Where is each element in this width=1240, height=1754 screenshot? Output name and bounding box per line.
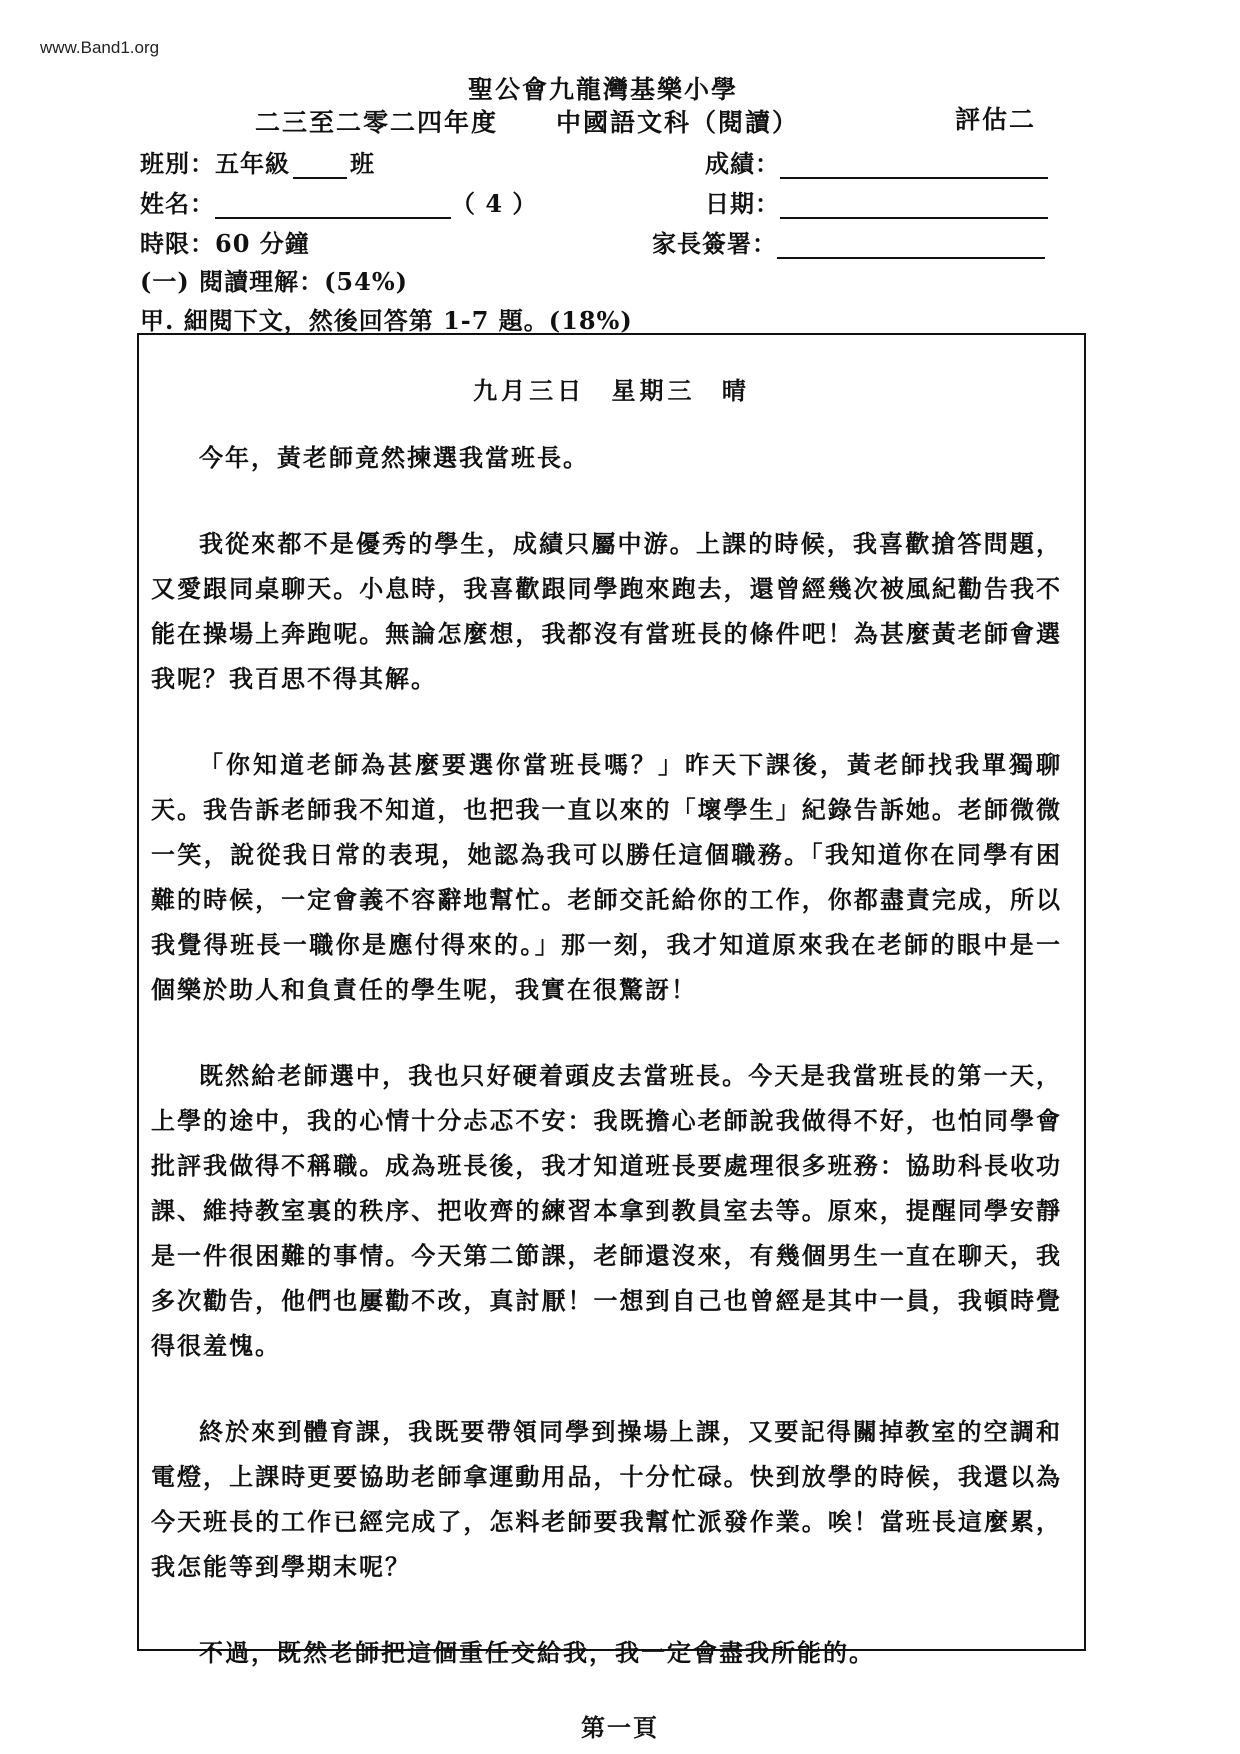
page-number: 第一頁 <box>581 1713 659 1742</box>
passage-paragraph: 「你知道老師為甚麼要選你當班長嗎？」昨天下課後，黃老師找我單獨聊天。我告訴老師我不知道，也把我一直以來的「壞學生」紀錄告訴她。老師微微一笑，說從我日常的表現，她認為我可以勝任這個職務。「我知道你在同學有困難的時候，一定會義不容辭地幫忙。老師交託給你的工作，你都盡責完成，所以我覺得班長一職你是應付得來的。」那一刻，我才知道原來我在老師的眼中是一個樂於助人和負責任的學生呢，我實在很驚訝！ <box>151 750 1062 1004</box>
date-label: 日期： <box>705 189 780 218</box>
name-label: 姓名： <box>140 189 215 218</box>
date-blank[interactable] <box>780 195 1048 219</box>
section-title: (一) 閱讀理解：(54%) <box>140 267 408 296</box>
passage-body <box>151 435 1062 1716</box>
passage-paragraph: 今年，黃老師竟然揀選我當班長。 <box>199 443 589 472</box>
parent-signature-label: 家長簽署： <box>652 229 777 258</box>
section-instruction: 甲. 細閱下文，然後回答第 1-7 題。(18%) <box>140 306 633 335</box>
passage-paragraph: 既然給老師選中，我也只好硬着頭皮去當班長。今天是我當班長的第一天，上學的途中，我的心情十分忐忑不安：我既擔心老師說我做得不好，也怕同學會批評我做得不稱職。成為班長後，我才知道班長要處理很多班務：協助科長收功課、維持教室裏的秩序、把收齊的練習本拿到教員室去等。原來，提醒同學安靜是一件很困難的事情。今天第二節課，老師還沒來，有幾個男生一直在聊天，我多次勸告，他們也屢勸不改，真討厭！一想到自己也曾經是其中一員，我頓時覺得很羞愧。 <box>151 1061 1062 1360</box>
passage-paragraph: 我從來都不是優秀的學生，成績只屬中游。上課的時候，我喜歡搶答問題，又愛跟同桌聊天。小息時，我喜歡跟同學跑來跑去，還曾經幾次被風紀勸告我不能在操場上奔跑呢。無論怎麼想，我都沒有當班長的條件吧！為甚麼黃老師會選我呢？我百思不得其解。 <box>151 529 1062 693</box>
time-limit: 時限：60 分鐘 <box>140 229 310 258</box>
date-field <box>705 184 1048 219</box>
passage-box <box>137 333 1086 1667</box>
passage-paragraph: 終於來到體育課，我既要帶領同學到操場上課，又要記得關掉教室的空調和電燈，上課時更要協助老師拿運動用品，十分忙碌。快到放學的時候，我還以為今天班長的工作已經完成了，怎料老師要我幫忙派發作業。唉！當班長這麼累，我怎能等到學期末呢？ <box>151 1417 1062 1581</box>
score-blank[interactable] <box>780 155 1048 179</box>
score-field <box>705 144 1048 179</box>
score-label: 成績： <box>705 149 780 178</box>
school-year: 二三至二零二四年度 <box>255 108 499 137</box>
name-blank[interactable] <box>215 195 451 219</box>
class-label: 班別：五年級 <box>140 149 290 178</box>
school-name: 聖公會九龍灣基樂小學 <box>468 75 739 104</box>
class-number: （ 4 ） <box>451 189 538 218</box>
name-field <box>140 184 537 219</box>
class-field <box>140 144 375 179</box>
parent-signature-field <box>652 224 1045 259</box>
class-suffix: 班 <box>350 149 375 178</box>
passage-paragraph: 不過，既然老師把這個重任交給我，我一定會盡我所能的。 <box>199 1638 875 1667</box>
class-blank[interactable] <box>293 155 347 179</box>
subject-title: 中國語文科（閱讀） <box>556 108 800 137</box>
assessment-label: 評估二 <box>955 105 1037 134</box>
diary-heading: 九月三日 星期三 晴 <box>473 376 750 405</box>
parent-signature-blank[interactable] <box>777 235 1045 259</box>
watermark-text: www.Band1.org <box>40 38 160 57</box>
